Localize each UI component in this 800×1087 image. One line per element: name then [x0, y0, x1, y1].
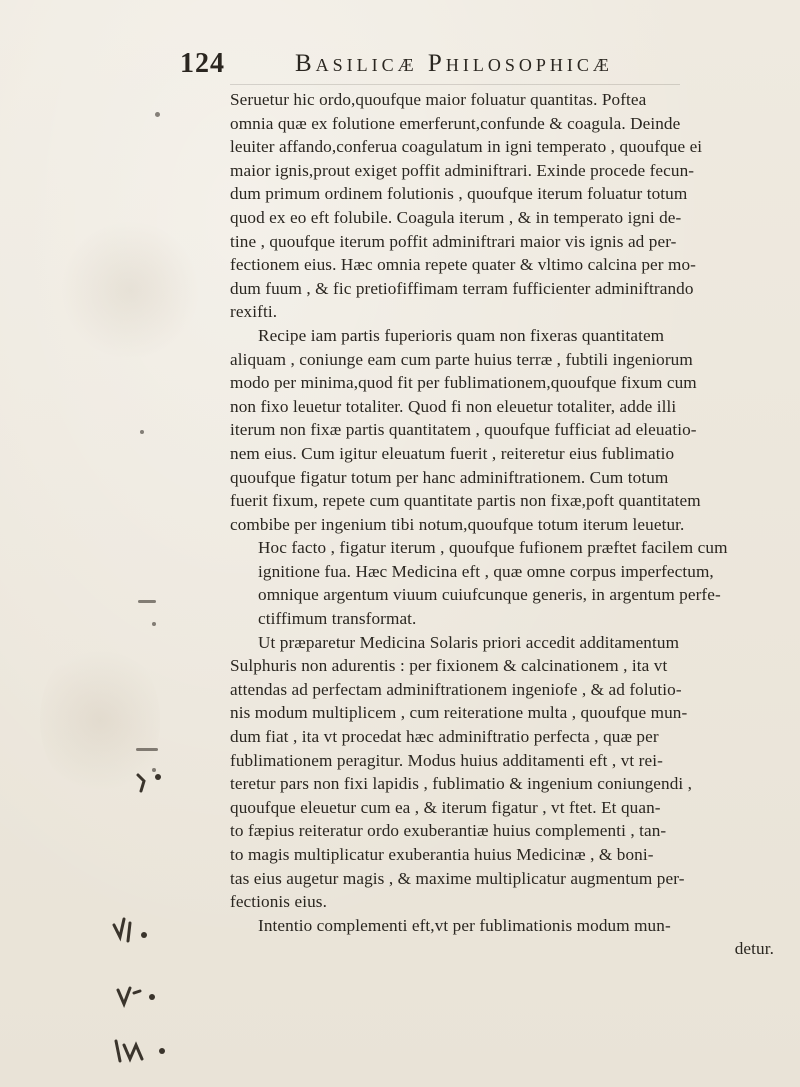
paper-stain	[60, 220, 200, 360]
text-line: Intentio complementi eft,vt per fublimationis modum mun-	[258, 915, 671, 935]
text-line: tine , quoufque iterum poffit adminiftrari maior vis ignis ad per-	[230, 231, 677, 251]
ink-dot	[140, 430, 144, 434]
margin-mark-icon	[138, 775, 144, 791]
text-line: maior ignis,prout exiget poffit adminiftrari. Exinde procede fecun-	[230, 160, 695, 180]
text-line: Seruetur hic ordo,quoufque maior foluatur quantitas. Poftea	[230, 90, 647, 109]
text-line: to magis multiplicatur exuberantia huius Medicinæ , & boni-	[230, 845, 654, 864]
running-title: Basilicæ Philosophicæ	[295, 50, 613, 77]
text-line: nem eius. Cum igitur eleuatum fuerit , reiteretur eius fublimatio	[230, 443, 675, 463]
text-line: quoufque eleuetur cum ea , & iterum figatur , vt ftet. Et quan-	[230, 797, 661, 817]
text-line: non fixo leuetur totaliter. Quod fi non eleuetur totaliter, adde illi	[230, 396, 677, 416]
text-line: modo per minima,quod fit per fublimationem,quoufque fixum cum	[230, 373, 697, 393]
text-line: Recipe iam partis fuperioris quam non fixeras quantitatem	[258, 325, 665, 345]
text-line: quoufque figatur totum per hanc adminiftrationem. Cum totum	[230, 467, 669, 487]
page-number: 124	[180, 48, 225, 79]
text-line: fectionem eius. Hæc omnia repete quater & vltimo calcina per mo-	[230, 255, 696, 275]
text-line: leuiter affando,conferua coagulatum in igni temperato , quoufque ei	[230, 137, 703, 157]
text-line: quod ex eo eft folubile. Coagula iterum , & in temperato igni de-	[230, 207, 682, 227]
text-line: rexifti.	[230, 302, 278, 322]
text-line: tas eius augetur magis , & maxime multiplicatur augmentum per-	[230, 868, 685, 888]
text-line: attendas ad perfectam adminiftrationem ingeniofe , & ad folutio-	[230, 679, 682, 699]
text-line: aliquam , coniunge eam cum parte huius terræ , fubtili ingeniorum	[230, 349, 693, 369]
text-line: nis modum multiplicem , cum reiteratione multa , quoufque mun-	[230, 703, 688, 723]
body-text	[230, 88, 800, 961]
text-line: ctiffimum transformat.	[258, 609, 417, 629]
text-line: combibe per ingenium tibi notum,quoufque totum iterum leuetur.	[230, 514, 685, 534]
text-line: Sulphuris non adurentis : per fixionem & calcinationem , ita vt	[230, 656, 668, 676]
text-line: fectionis eius.	[230, 892, 327, 912]
page-header	[180, 48, 740, 82]
text-line: dum fuum , & fic pretiofiffimam terram fufficienter adminiftrando	[230, 278, 694, 298]
margin-mark-icon	[118, 988, 140, 1004]
margin-mark-icon	[116, 1041, 142, 1061]
text-line: Hoc facto , figatur iterum , quoufque fufionem præftet facilem cum	[258, 538, 728, 558]
ink-dot	[152, 622, 156, 626]
ink-dot	[152, 768, 156, 772]
margin-annotations	[100, 735, 180, 1065]
text-line: teretur pars non fixi lapidis , fublimatio & ingenium coniungendi ,	[230, 774, 693, 794]
margin-mark-icon	[114, 919, 130, 941]
text-line: iterum non fixæ partis quantitatem , quoufque fufficiat ad eleuatio-	[230, 420, 697, 440]
text-line: omnique argentum viuum cuiufcunque generis, in argentum perfe-	[258, 585, 721, 605]
ink-dash	[138, 600, 156, 603]
text-line: ignitione fua. Hæc Medicina eft , quæ omne corpus imperfectum,	[258, 561, 714, 581]
text-line: Ut præparetur Medicina Solaris priori accedit additamentum	[258, 632, 680, 652]
text-line: omnia quæ ex folutione emerferunt,confunde & coagula. Deinde	[230, 113, 681, 133]
text-line: detur.	[734, 939, 774, 959]
text-line: dum fiat , ita vt procedat hæc adminiftratio perfecta , quæ per	[230, 727, 659, 747]
ink-dot	[155, 112, 160, 117]
header-rule	[230, 84, 680, 85]
text-line: to fæpius reiteratur ordo exuberantiæ huius complementi , tan-	[230, 821, 667, 841]
text-line: dum primum ordinem folutionis , quoufque iterum foluatur totum	[230, 184, 688, 204]
text-line: fublimationem peragitur. Modus huius additamenti eft , vt rei-	[230, 750, 663, 770]
ink-dash	[136, 748, 158, 751]
text-line: fuerit fixum, repete cum quantitate partis non fixæ,poft quantitatem	[230, 491, 701, 511]
